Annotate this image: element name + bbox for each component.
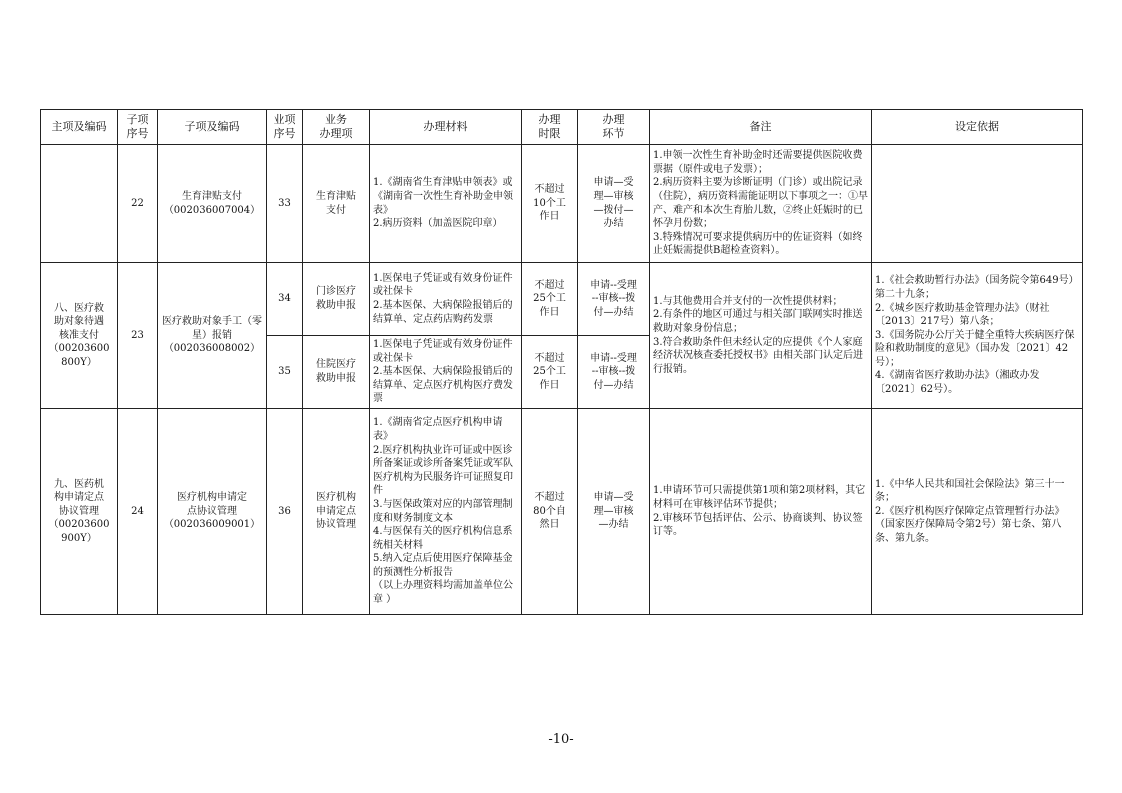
table-row — [41, 145, 1083, 263]
table-row — [41, 409, 1083, 615]
basis-cell — [872, 145, 1083, 263]
header-biz-no: 业项 序号 — [267, 110, 303, 145]
table-header-row — [41, 110, 1083, 145]
header-basis: 设定依据 — [872, 110, 1083, 145]
header-biz-item: 业务 办理项 — [303, 110, 370, 145]
basis-cell: 1.《社会救助暂行办法》（国务院令第649号）第二十九条； 2.《城乡医疗救助基金管理办法》（财社〔2013〕217号）第八条； 3.《国务院办公厅关于健全重特大疾病医疗保险和救助制度的意见》（国办发〔2021〕42号）； 4.《湖南省医疗救助办法》（湘政办发〔2021〕62号）。 — [872, 263, 1083, 409]
biz-no-cell: 35 — [267, 336, 303, 409]
main-item-cell: 九、医药机 构申请定点 协议管理 （00203600 900Y） — [41, 409, 118, 615]
header-time-limit: 办理 时限 — [522, 110, 578, 145]
materials-cell: 1.《湖南省生育津贴申领表》或《湖南省一次性生育补助金申领表》 2.病历资料（加盖医院印章） — [370, 145, 522, 263]
biz-no-cell: 36 — [267, 409, 303, 615]
sub-item-cell: 医疗机构申请定 点协议管理 （002036009001） — [158, 409, 267, 615]
sub-no-cell: 22 — [118, 145, 158, 263]
time-limit-cell: 不超过 80个自 然日 — [522, 409, 578, 615]
notes-cell: 1.申请环节可只需提供第1项和第2项材料，其它材料可在审核评估环节提供； 2.审核环节包括评估、公示、协商谈判、协议签订等。 — [650, 409, 872, 615]
header-steps: 办理 环节 — [578, 110, 650, 145]
sub-item-cell: 生育津贴支付 （002036007004） — [158, 145, 267, 263]
materials-cell: 1.医保电子凭证或有效身份证件或社保卡 2.基本医保、大病保险报销后的结算单、定点药店购药发票 — [370, 263, 522, 336]
table-row — [41, 263, 1083, 336]
basis-cell: 1.《中华人民共和国社会保险法》第三十一条； 2.《医疗机构医疗保障定点管理暂行办法》（国家医疗保障局令第2号）第七条、第八条、第九条。 — [872, 409, 1083, 615]
time-limit-cell: 不超过 25个工 作日 — [522, 336, 578, 409]
sub-no-cell: 24 — [118, 409, 158, 615]
header-notes: 备注 — [650, 110, 872, 145]
header-materials: 办理材料 — [370, 110, 522, 145]
header-main-item: 主项及编码 — [41, 110, 118, 145]
biz-item-cell: 门诊医疗 救助申报 — [303, 263, 370, 336]
time-limit-cell: 不超过 10个工 作日 — [522, 145, 578, 263]
main-item-cell: 八、医疗救 助对象待遇 核准支付 （00203600 800Y） — [41, 263, 118, 409]
time-limit-cell: 不超过 25个工 作日 — [522, 263, 578, 336]
header-sub-item: 子项及编码 — [158, 110, 267, 145]
sub-item-cell: 医疗救助对象手工（零星）报销 （002036008002） — [158, 263, 267, 409]
steps-cell: 申请--受理 --审核--拨 付—办结 — [578, 336, 650, 409]
notes-cell: 1.与其他费用合并支付的一次性提供材料； 2.有条件的地区可通过与相关部门联网实时推送救助对象身份信息； 3.符合救助条件但未经认定的应提供《个人家庭经济状况核查委托授权书》由相关部门认定后进行报销。 — [650, 263, 872, 409]
page-number: -10- — [548, 732, 574, 747]
biz-item-cell: 医疗机构 申请定点 协议管理 — [303, 409, 370, 615]
sub-no-cell: 23 — [118, 263, 158, 409]
biz-item-cell: 住院医疗 救助申报 — [303, 336, 370, 409]
main-item-cell — [41, 145, 118, 263]
biz-no-cell: 34 — [267, 263, 303, 336]
materials-cell: 1.《湖南省定点医疗机构申请表》 2.医疗机构执业许可证或中医诊所备案证或诊所备案凭证或军队医疗机构为民服务许可证照复印件 3.与医保政策对应的内部管理制度和财务制度文本 4.与医保有关的医疗机构信息系统相关材料 5.纳入定点后使用医疗保障基金的预测性分析报告 （以上办理资料均需加盖单位公章 ） — [370, 409, 522, 615]
header-sub-no: 子项 序号 — [118, 110, 158, 145]
service-table — [40, 109, 1083, 615]
biz-item-cell: 生育津贴 支付 — [303, 145, 370, 263]
steps-cell: 申请—受 理—审核 —拨付— 办结 — [578, 145, 650, 263]
steps-cell: 申请--受理 --审核--拨 付—办结 — [578, 263, 650, 336]
biz-no-cell: 33 — [267, 145, 303, 263]
materials-cell: 1.医保电子凭证或有效身份证件或社保卡 2.基本医保、大病保险报销后的结算单、定点医疗机构医疗费发票 — [370, 336, 522, 409]
steps-cell: 申请—受 理—审核 —办结 — [578, 409, 650, 615]
notes-cell: 1.申领一次性生育补助金时还需要提供医院收费票据（原件或电子发票）； 2.病历资料主要为诊断证明（门诊）或出院记录（住院），病历资料需能证明以下事项之一：①早产、难产和本次生育胎儿数，②终止妊娠时的已怀孕月份数； 3.特殊情况可要求提供病历中的佐证资料（如终止妊娠需提供B超检查资料）。 — [650, 145, 872, 263]
